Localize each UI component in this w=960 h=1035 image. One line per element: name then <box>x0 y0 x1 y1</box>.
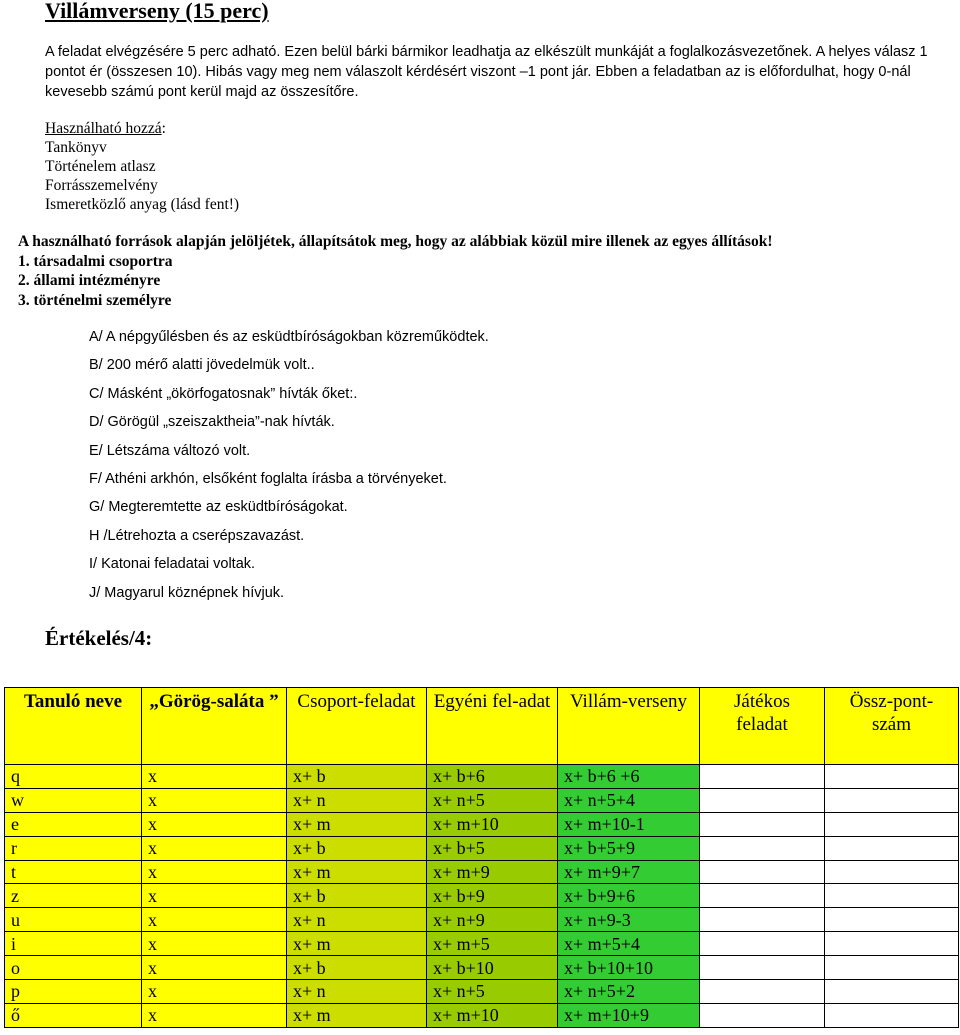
cell-student-name: i <box>5 932 142 956</box>
cell-quick-contest: x+ b+10+10 <box>558 956 700 980</box>
table-row <box>5 860 959 884</box>
cell-group-task: x+ b <box>287 836 427 860</box>
task-option: 1. társadalmi csoportra <box>18 252 173 270</box>
cell-total-score <box>825 860 959 884</box>
task-instruction: A használható források alapján jelöljétek, állapítsátok meg, hogy az alábbiak közül mire illenek az egyes állítások! <box>18 233 773 250</box>
cell-individual-task: x+ m+9 <box>427 860 558 884</box>
cell-group-task: x+ m <box>287 860 427 884</box>
cell-game-task <box>700 788 825 812</box>
cell-game-task <box>700 812 825 836</box>
cell-greek-salad: x <box>142 980 287 1004</box>
cell-student-name: q <box>5 765 142 789</box>
table-row <box>5 884 959 908</box>
cell-total-score <box>825 956 959 980</box>
cell-greek-salad: x <box>142 860 287 884</box>
header-individual-task: Egyéni fel-adat <box>427 688 558 765</box>
header-student-name: Tanuló neve <box>5 688 142 765</box>
cell-game-task <box>700 980 825 1004</box>
table-header-row <box>5 688 959 765</box>
cell-game-task <box>700 765 825 789</box>
cell-individual-task: x+ b+6 <box>427 765 558 789</box>
cell-total-score <box>825 932 959 956</box>
cell-individual-task: x+ n+5 <box>427 980 558 1004</box>
usable-item: Ismeretközlő anyag (lásd fent!) <box>45 196 240 213</box>
cell-group-task: x+ m <box>287 932 427 956</box>
cell-student-name: o <box>5 956 142 980</box>
cell-quick-contest: x+ n+5+2 <box>558 980 700 1004</box>
cell-individual-task: x+ m+10 <box>427 1003 558 1027</box>
table-row <box>5 980 959 1004</box>
cell-greek-salad: x <box>142 788 287 812</box>
cell-group-task: x+ b <box>287 956 427 980</box>
cell-total-score <box>825 765 959 789</box>
cell-student-name: e <box>5 812 142 836</box>
statement-item: E/ Létszáma változó volt. <box>89 442 251 459</box>
cell-quick-contest: x+ m+10-1 <box>558 812 700 836</box>
table-row <box>5 908 959 932</box>
table-row <box>5 765 959 789</box>
table-row <box>5 932 959 956</box>
evaluation-title: Értékelés/4: <box>45 626 153 650</box>
task-option: 2. állami intézményre <box>18 272 161 289</box>
cell-greek-salad: x <box>142 908 287 932</box>
cell-group-task: x+ m <box>287 812 427 836</box>
usable-item: Történelem atlasz <box>45 158 156 175</box>
cell-individual-task: x+ b+9 <box>427 884 558 908</box>
cell-student-name: u <box>5 908 142 932</box>
cell-total-score <box>825 788 959 812</box>
cell-greek-salad: x <box>142 884 287 908</box>
task-option: 3. történelmi személyre <box>18 291 172 309</box>
cell-group-task: x+ b <box>287 884 427 908</box>
statement-item: F/ Athéni arkhón, elsőként foglalta írásba a törvényeket. <box>89 470 447 487</box>
cell-quick-contest: x+ m+5+4 <box>558 932 700 956</box>
statement-item: I/ Katonai feladatai voltak. <box>89 556 256 573</box>
cell-greek-salad: x <box>142 812 287 836</box>
statement-item: D/ Görögül „szeiszaktheia”-nak hívták. <box>89 414 335 431</box>
statement-item: A/ A népgyűlésben és az esküdtbíróságokban közreműködtek. <box>89 329 489 345</box>
header-group-task: Csoport-feladat <box>287 688 427 765</box>
cell-individual-task: x+ m+5 <box>427 932 558 956</box>
cell-quick-contest: x+ b+6 +6 <box>558 765 700 789</box>
intro-paragraph: A feladat elvégzésére 5 perc adható. Ezen belül bárki bármikor leadhatja az elkészült munkáját a foglalkozásvezetőnek. A helyes válasz 1 pontot ér (összesen 10). Hibás vagy meg nem válaszolt kérdésért viszont –1 pont jár. Ebben a feladatban az is előfordulhat, hogy 0-nál kevesebb számú pont kerül majd az összesítőre. <box>45 44 928 100</box>
page-title: Villámverseny (15 perc) <box>45 0 269 23</box>
cell-individual-task: x+ b+5 <box>427 836 558 860</box>
cell-group-task: x+ b <box>287 765 427 789</box>
cell-game-task <box>700 956 825 980</box>
usable-list <box>45 138 239 214</box>
cell-quick-contest: x+ n+5+4 <box>558 788 700 812</box>
cell-quick-contest: x+ m+9+7 <box>558 860 700 884</box>
cell-greek-salad: x <box>142 836 287 860</box>
usable-item: Forrásszemelvény <box>45 177 158 194</box>
table-row <box>5 812 959 836</box>
cell-game-task <box>700 860 825 884</box>
usable-label: Használható hozzá <box>45 120 162 137</box>
task-block <box>18 232 948 310</box>
cell-total-score <box>825 980 959 1004</box>
cell-individual-task: x+ b+10 <box>427 956 558 980</box>
cell-greek-salad: x <box>142 1003 287 1027</box>
cell-student-name: t <box>5 860 142 884</box>
table-body <box>5 765 959 1028</box>
cell-student-name: ő <box>5 1003 142 1027</box>
usable-heading <box>45 120 166 138</box>
cell-quick-contest: x+ m+10+9 <box>558 1003 700 1027</box>
cell-quick-contest: x+ b+5+9 <box>558 836 700 860</box>
usable-item: Tankönyv <box>45 139 107 156</box>
cell-individual-task: x+ m+10 <box>427 812 558 836</box>
cell-total-score <box>825 812 959 836</box>
statement-item: J/ Magyarul köznépnek hívjuk. <box>89 584 285 601</box>
cell-greek-salad: x <box>142 765 287 789</box>
cell-student-name: w <box>5 788 142 812</box>
cell-student-name: p <box>5 980 142 1004</box>
cell-game-task <box>700 908 825 932</box>
cell-group-task: x+ m <box>287 1003 427 1027</box>
cell-student-name: z <box>5 884 142 908</box>
cell-individual-task: x+ n+5 <box>427 788 558 812</box>
header-game-task: Játékos feladat <box>700 688 825 765</box>
header-quick-contest: Villám-verseny <box>558 688 700 765</box>
cell-greek-salad: x <box>142 956 287 980</box>
cell-game-task <box>700 932 825 956</box>
cell-game-task <box>700 836 825 860</box>
cell-total-score <box>825 1003 959 1027</box>
statement-item: B/ 200 mérő alatti jövedelmük volt.. <box>89 357 315 374</box>
cell-greek-salad: x <box>142 932 287 956</box>
cell-quick-contest: x+ b+9+6 <box>558 884 700 908</box>
cell-game-task <box>700 884 825 908</box>
cell-individual-task: x+ n+9 <box>427 908 558 932</box>
header-greek-salad: „Görög-saláta ” <box>142 688 287 765</box>
cell-student-name: r <box>5 836 142 860</box>
statement-item: C/ Másként „ökörfogatosnak” hívták őket:. <box>89 385 358 402</box>
table-row <box>5 1003 959 1027</box>
cell-group-task: x+ n <box>287 980 427 1004</box>
header-total-score: Össz-pont-szám <box>825 688 959 765</box>
cell-total-score <box>825 884 959 908</box>
table-row <box>5 836 959 860</box>
cell-total-score <box>825 836 959 860</box>
statement-item: H /Létrehozta a cserépszavazást. <box>89 527 305 544</box>
usable-colon: : <box>161 120 166 137</box>
table-row <box>5 956 959 980</box>
table-row <box>5 788 959 812</box>
statement-list <box>89 327 489 611</box>
cell-total-score <box>825 908 959 932</box>
cell-quick-contest: x+ n+9-3 <box>558 908 700 932</box>
cell-group-task: x+ n <box>287 908 427 932</box>
score-table <box>4 687 959 1028</box>
statement-item: G/ Megteremtette az esküdtbíróságokat. <box>89 499 348 516</box>
cell-group-task: x+ n <box>287 788 427 812</box>
cell-game-task <box>700 1003 825 1027</box>
